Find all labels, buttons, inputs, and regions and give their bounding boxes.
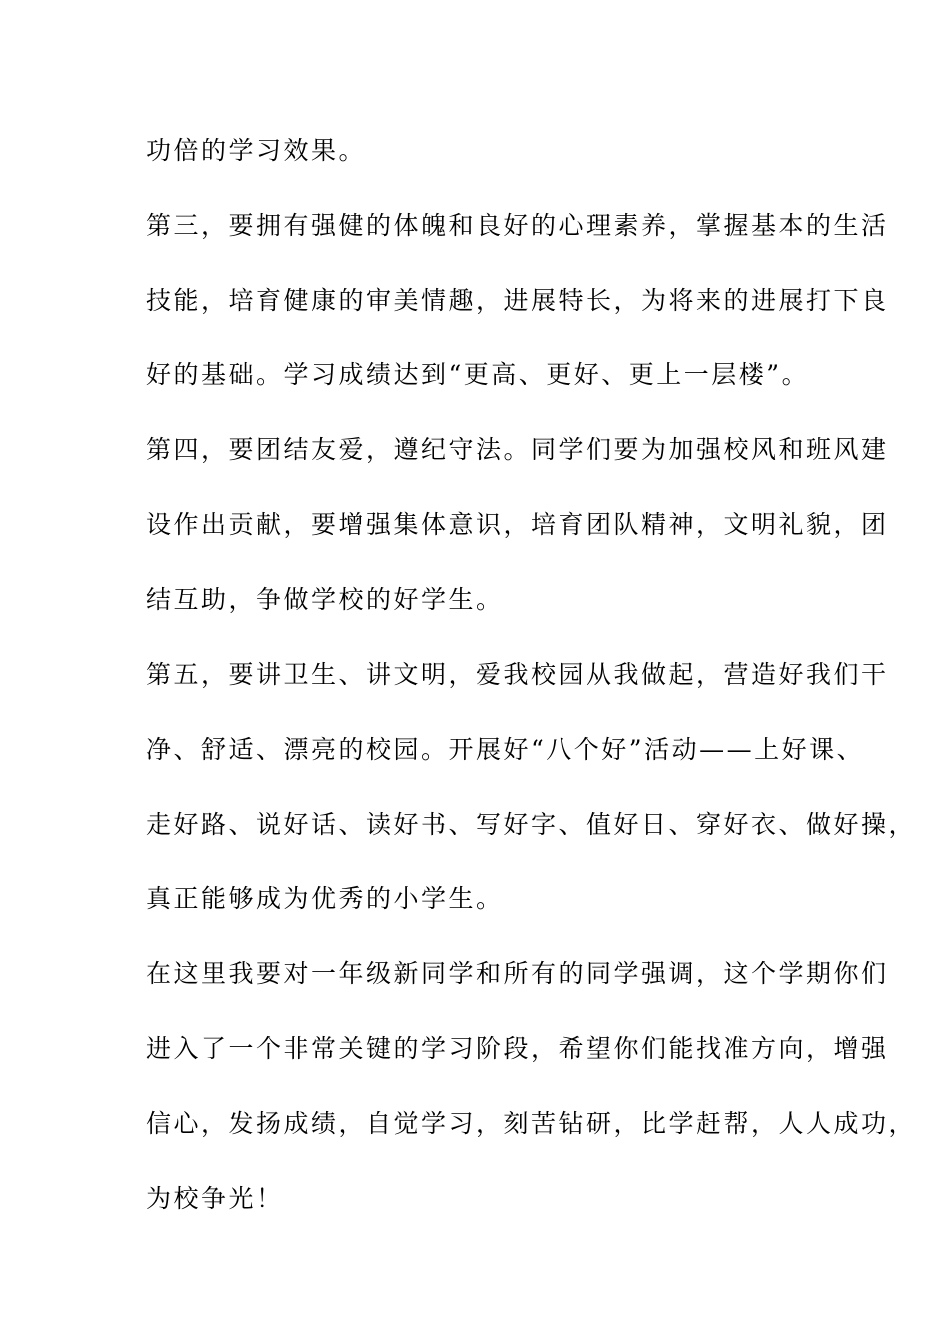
text-line: 技能，培育健康的审美情趣，进展特长，为将来的进展打下良 [146,286,889,315]
text-line: 在这里我要对一年级新同学和所有的同学强调，这个学期你们 [146,959,889,988]
text-line: 真正能够成为优秀的小学生。 [146,884,504,913]
text-line: 好的基础。学习成绩达到“更高、更好、更上一层楼”。 [146,360,810,389]
text-line: 结互助，争做学校的好学生。 [146,585,504,614]
text-line: 功倍的学习效果。 [146,136,367,165]
text-line: 走好路、说好话、读好书、写好字、值好日、穿好衣、做好操， [146,810,917,839]
text-line: 净、舒适、漂亮的校园。开展好“八个好”活动——上好课、 [146,735,865,764]
text-line: 进入了一个非常关键的学习阶段，希望你们能找准方向，增强 [146,1034,889,1063]
text-line: 为校争光！ [146,1184,284,1213]
text-line: 第四，要团结友爱，遵纪守法。同学们要为加强校风和班风建 [146,435,889,464]
text-line: 第五，要讲卫生、讲文明，爱我校园从我做起，营造好我们干 [146,660,889,689]
text-line: 第三，要拥有强健的体魄和良好的心理素养，掌握基本的生活 [146,211,889,240]
text-line: 设作出贡献，要增强集体意识，培育团队精神，文明礼貌，团 [146,510,889,539]
text-line: 信心，发扬成绩，自觉学习，刻苦钻研，比学赶帮，人人成功， [146,1109,917,1138]
